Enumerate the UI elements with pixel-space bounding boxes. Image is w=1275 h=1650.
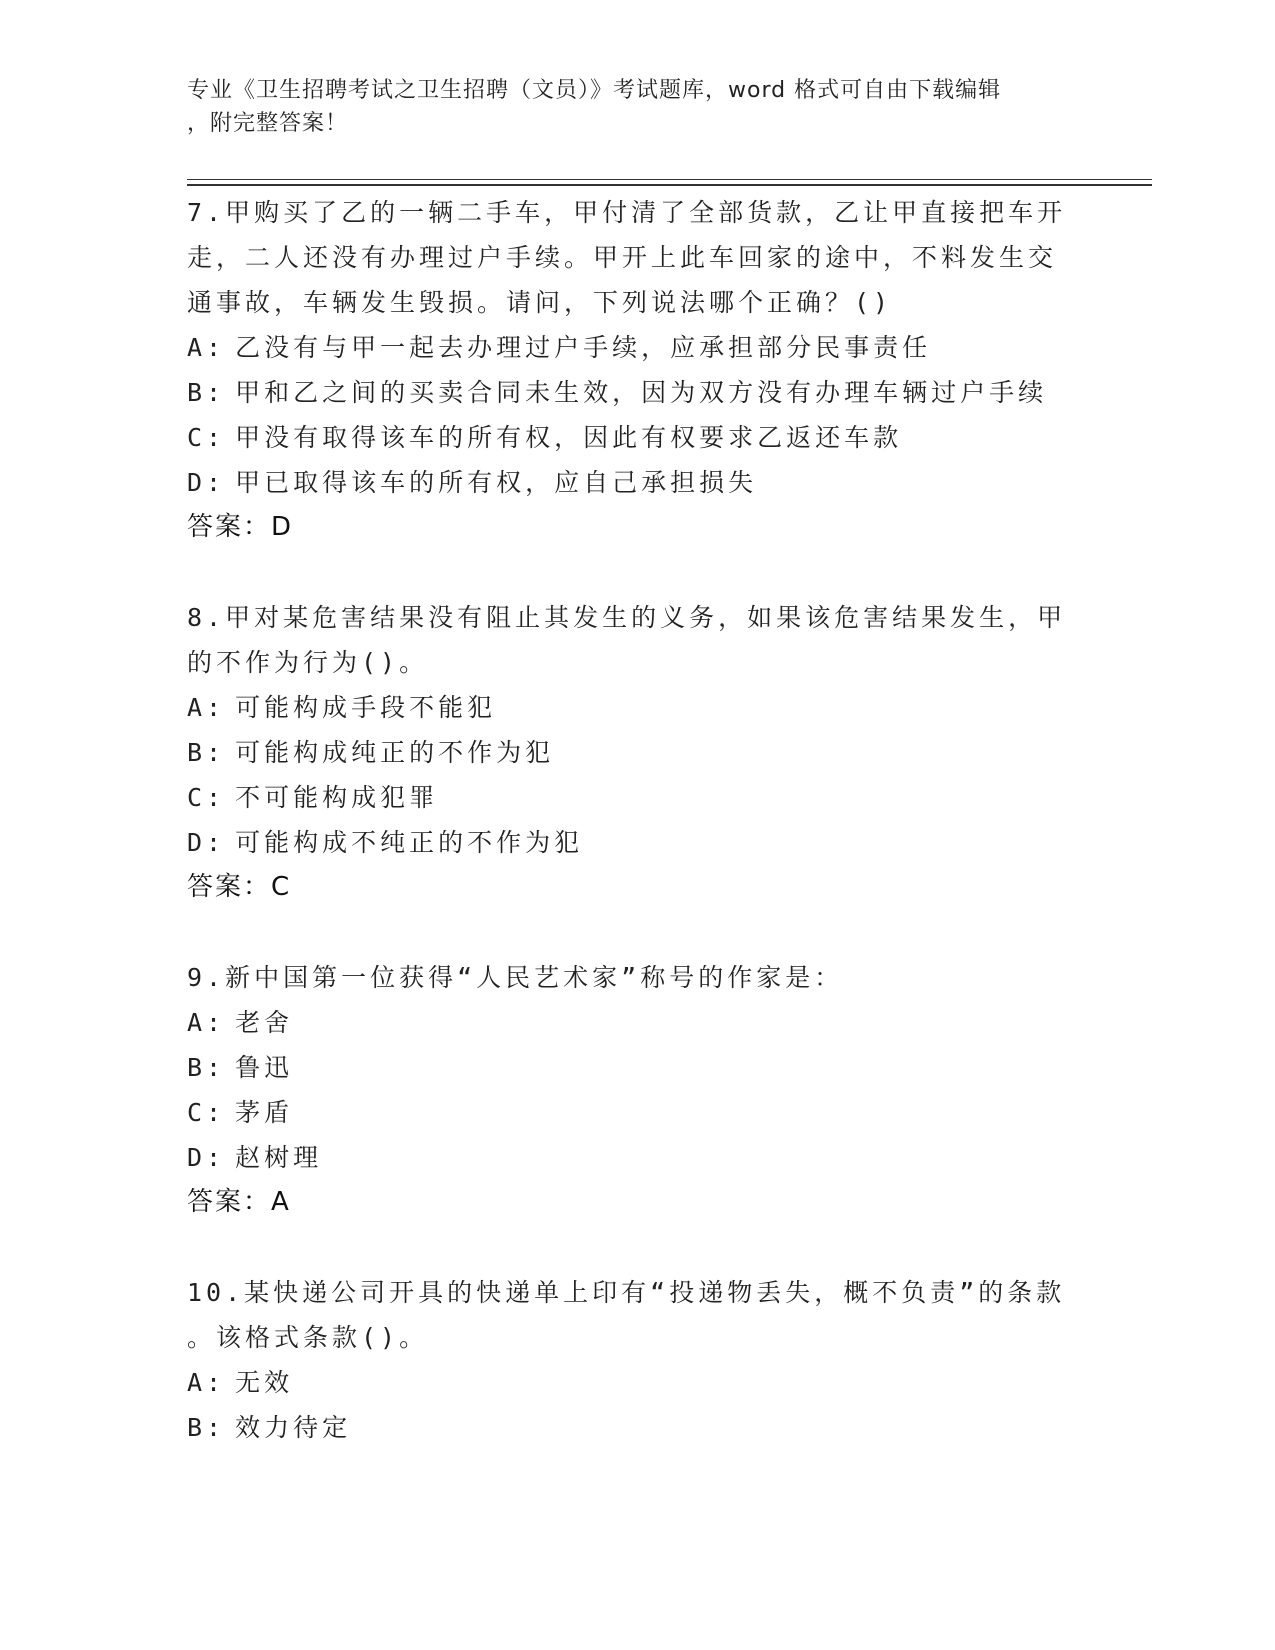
option-text: 老舍 [235,1008,294,1037]
question-7 [187,190,1107,550]
option-text: 可能构成不纯正的不作为犯 [235,828,584,857]
header-line-1: 专业《卫生招聘考试之卫生招聘（文员）》考试题库，word 格式可自由下载编辑 [187,78,1002,103]
answer-text: 答案：C [187,872,292,902]
option-label: D: [187,1143,226,1172]
option-text: 可能构成纯正的不作为犯 [235,738,555,767]
option-label: A: [187,333,226,362]
question-text-line: 。该格式条款()。 [187,1323,429,1352]
option-b [187,1045,1107,1090]
option-label: B: [187,378,226,407]
option-label: B: [187,738,226,767]
option-label: B: [187,1053,226,1082]
header-line-2: ，附完整答案！ [187,111,349,136]
question-text-line: 9.新中国第一位获得“人民艺术家”称号的作家是： [187,963,844,992]
option-b [187,730,1107,775]
option-text: 茅盾 [235,1098,294,1127]
option-text: 鲁迅 [235,1053,294,1082]
option-d [187,1135,1107,1180]
question-list [187,190,1107,1495]
option-text: 甲和乙之间的买卖合同未生效，因为双方没有办理车辆过户手续 [235,378,1048,407]
option-c [187,415,1107,460]
option-label: D: [187,828,226,857]
option-label: C: [187,423,226,452]
option-c [187,1090,1107,1135]
answer-text: 答案：A [187,1187,291,1217]
option-text: 可能构成手段不能犯 [235,693,497,722]
option-d [187,820,1107,865]
question-9 [187,955,1107,1225]
option-b [187,1405,1107,1450]
option-label: D: [187,468,226,497]
option-a [187,685,1107,730]
option-c [187,775,1107,820]
option-text: 不可能构成犯罪 [235,783,439,812]
option-text: 甲没有取得该车的所有权，因此有权要求乙返还车款 [235,423,903,452]
header-divider-thick [187,184,1152,186]
option-label: A: [187,1008,226,1037]
option-d [187,460,1107,505]
question-text-line: 通事故，车辆发生毁损。请问，下列说法哪个正确？() [187,288,893,317]
question-text-line: 8.甲对某危害结果没有阻止其发生的义务，如果该危害结果发生，甲 [187,603,1067,632]
option-a [187,1000,1107,1045]
question-8 [187,595,1107,910]
option-text: 甲已取得该车的所有权，应自己承担损失 [235,468,758,497]
option-text: 乙没有与甲一起去办理过户手续，应承担部分民事责任 [235,333,932,362]
option-text: 赵树理 [235,1143,323,1172]
option-label: C: [187,1098,226,1127]
option-label: B: [187,1413,226,1442]
option-label: A: [187,1368,226,1397]
option-text: 无效 [235,1368,294,1397]
document-header [187,74,1087,140]
question-text-line: 10.某快递公司开具的快递单上印有“投递物丢失，概不负责”的条款 [187,1278,1066,1307]
option-text: 效力待定 [235,1413,352,1442]
option-b [187,370,1107,415]
option-a [187,325,1107,370]
option-label: A: [187,693,226,722]
question-text-line: 的不作为行为()。 [187,648,429,677]
question-text-line: 7.甲购买了乙的一辆二手车，甲付清了全部货款，乙让甲直接把车开 [187,198,1067,227]
question-text-line: 走，二人还没有办理过户手续。甲开上此车回家的途中，不料发生交 [187,243,1058,272]
header-divider-thin [187,179,1152,180]
option-label: C: [187,783,226,812]
question-10 [187,1270,1107,1450]
answer-text: 答案：D [187,512,294,542]
option-a [187,1360,1107,1405]
